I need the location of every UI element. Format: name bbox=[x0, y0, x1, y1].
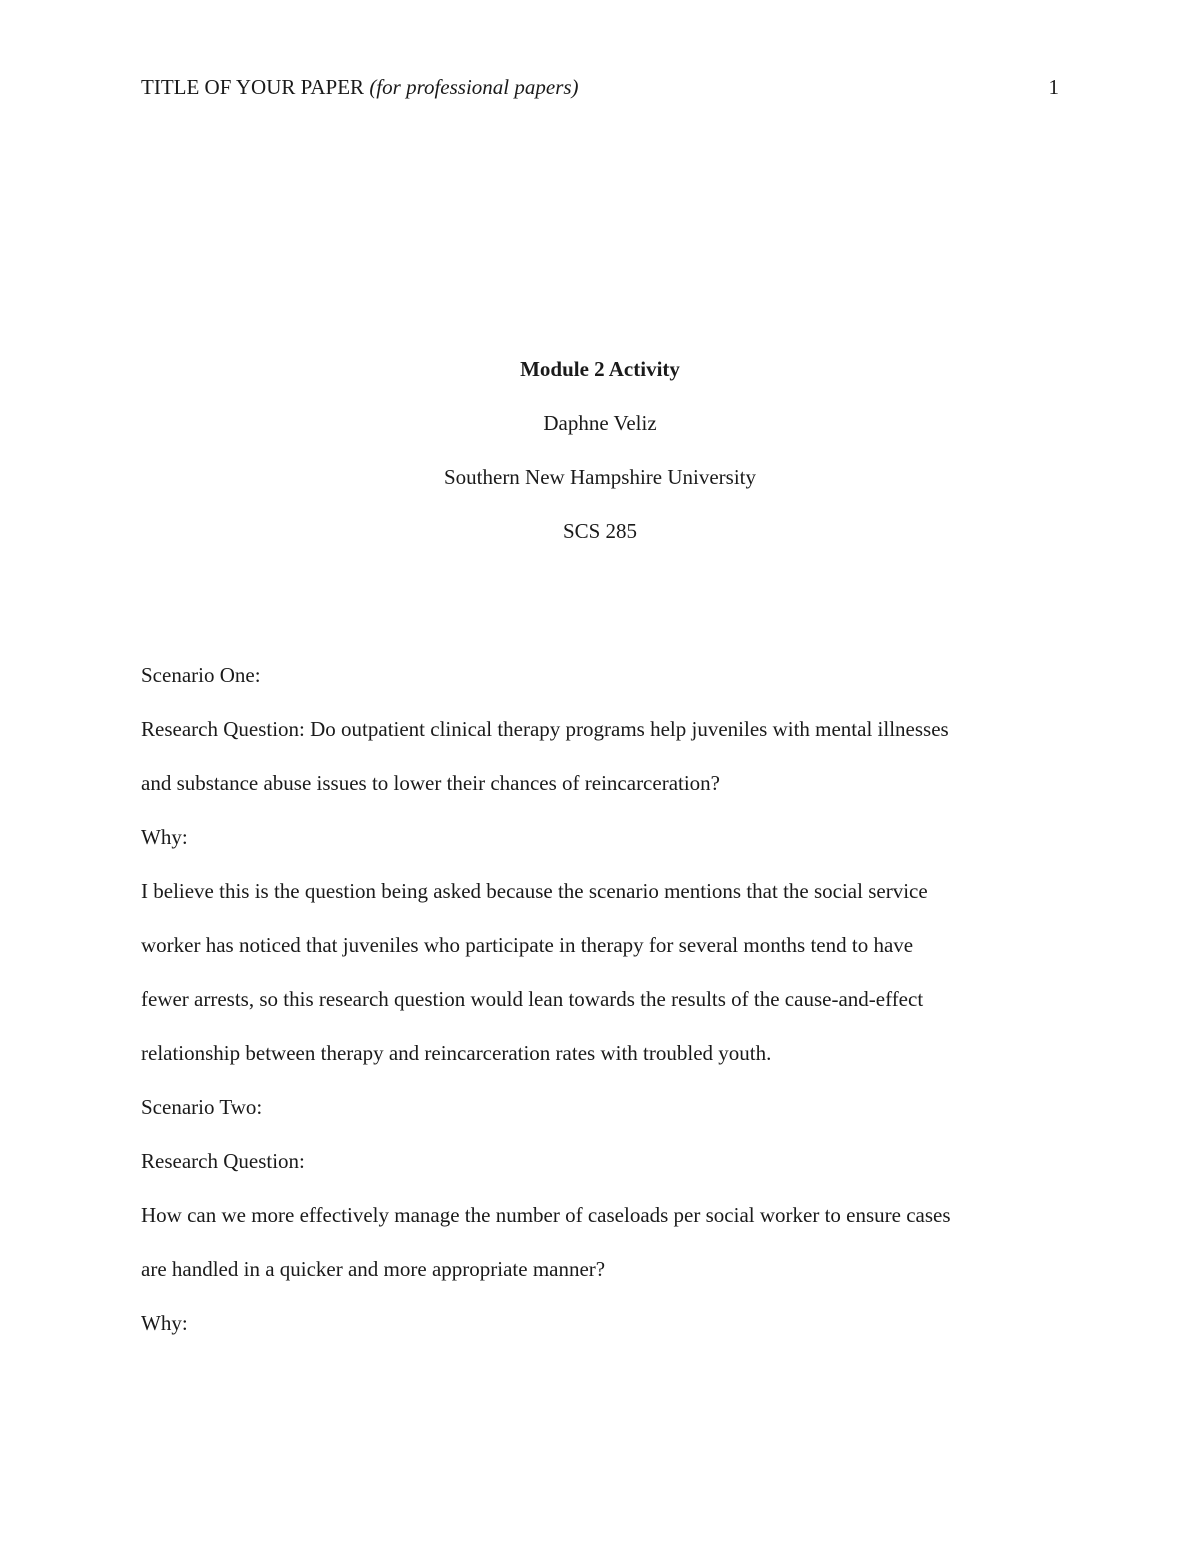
why-heading: Why: bbox=[141, 825, 188, 849]
research-question-line: How can we more effectively manage the number of caseloads per social worker to ensure cases bbox=[141, 1203, 951, 1227]
body-text bbox=[141, 648, 1059, 1350]
scenario-two-heading: Scenario Two: bbox=[141, 1095, 263, 1119]
running-head bbox=[141, 72, 579, 102]
running-head-title: TITLE OF YOUR PAPER bbox=[141, 75, 365, 99]
research-question-line: Research Question: Do outpatient clinical therapy programs help juveniles with mental illnesses bbox=[141, 717, 949, 741]
page-header bbox=[141, 72, 1059, 102]
institution-name: Southern New Hampshire University bbox=[443, 465, 757, 489]
paragraph-line: fewer arrests, so this research question would lean towards the results of the cause-and-effect bbox=[141, 987, 924, 1011]
why-heading: Why: bbox=[141, 1311, 188, 1335]
research-question-heading: Research Question: bbox=[141, 1149, 305, 1173]
running-head-note: (for professional papers) bbox=[369, 75, 579, 99]
research-question-line: are handled in a quicker and more appropriate manner? bbox=[141, 1257, 606, 1281]
paragraph-line: relationship between therapy and reincarceration rates with troubled youth. bbox=[141, 1041, 772, 1065]
page-number: 1 bbox=[1048, 75, 1059, 99]
scenario-one-heading: Scenario One: bbox=[141, 663, 261, 687]
paragraph-line: worker has noticed that juveniles who participate in therapy for several months tend to have bbox=[141, 933, 914, 957]
paper-title: Module 2 Activity bbox=[520, 357, 680, 381]
title-block bbox=[141, 352, 1059, 568]
course-code: SCS 285 bbox=[562, 519, 638, 543]
paragraph-line: I believe this is the question being asked because the scenario mentions that the social service bbox=[141, 879, 928, 903]
author-name: Daphne Veliz bbox=[543, 411, 657, 435]
research-question-line: and substance abuse issues to lower their chances of reincarceration? bbox=[141, 771, 721, 795]
